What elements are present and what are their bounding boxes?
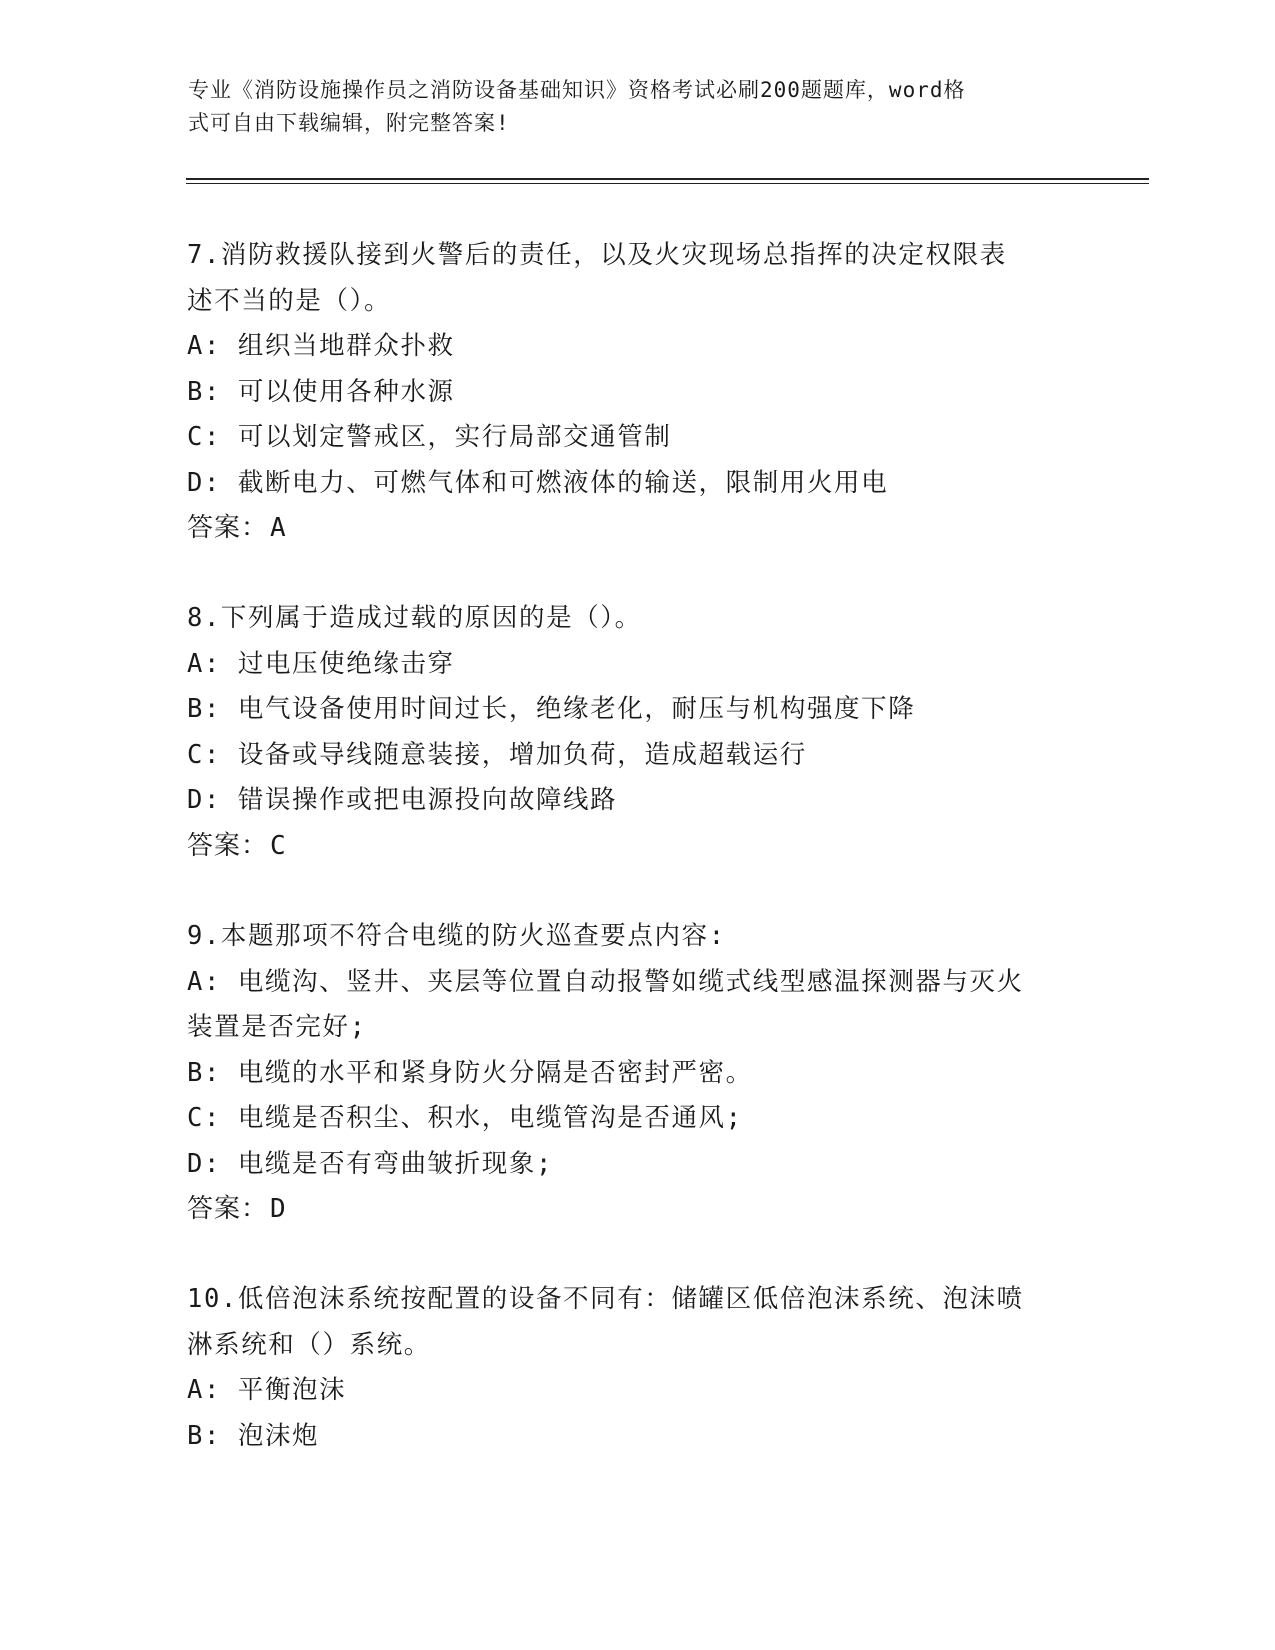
answer-line <box>187 1187 1087 1233</box>
option-b: B: 可以使用各种水源 <box>187 376 455 407</box>
header-line-1: 专业《消防设施操作员之消防设备基础知识》资格考试必刷200题题库，word格 <box>188 78 966 102</box>
option-a: A: 电缆沟、竖井、夹层等位置自动报警如缆式线型感温探测器与灭火 <box>187 966 1024 997</box>
option-c: C: 可以划定警戒区，实行局部交通管制 <box>187 422 672 452</box>
header-divider-thick <box>186 178 1149 180</box>
question-8 <box>187 596 1087 869</box>
answer-label: 答案： <box>187 830 269 861</box>
option-b: B: 电缆的水平和紧身防火分隔是否密封严密。 <box>187 1057 753 1088</box>
answer-line <box>187 824 1087 870</box>
option-c: C: 设备或导线随意装接，增加负荷，造成超载运行 <box>187 739 807 770</box>
option-a: A: 平衡泡沫 <box>187 1375 347 1405</box>
option-b: B: 电气设备使用时间过长，绝缘老化，耐压与机构强度下降 <box>187 694 916 724</box>
answer-label: 答案： <box>187 1194 269 1224</box>
question-text-line: 7.消防救援队接到火警后的责任，以及火灾现场总指挥的决定权限表 <box>187 240 1007 270</box>
question-text-line: 9.本题那项不符合电缆的防火巡查要点内容: <box>187 921 726 951</box>
question-9 <box>187 914 1087 1233</box>
question-7 <box>187 233 1087 552</box>
question-text-line: 淋系统和（）系统。 <box>187 1329 431 1360</box>
option-d: D: 错误操作或把电源投向故障线路 <box>187 785 618 815</box>
answer-value: C <box>270 830 287 861</box>
option-b: B: 泡沫炮 <box>187 1420 320 1451</box>
option-a: A: 组织当地群众扑救 <box>187 331 455 361</box>
answer-value: A <box>270 513 287 543</box>
question-text-line: 述不当的是（）。 <box>187 285 392 316</box>
header-line-2: 式可自由下载编辑，附完整答案! <box>188 111 510 135</box>
question-10 <box>187 1277 1087 1459</box>
answer-label: 答案： <box>187 513 269 543</box>
question-text-line: 8.下列属于造成过载的原因的是（）。 <box>187 603 642 633</box>
option-d: D: 电缆是否有弯曲皱折现象; <box>187 1148 553 1179</box>
question-text-line: 10.低倍泡沫系统按配置的设备不同有：储罐区低倍泡沫系统、泡沫喷 <box>187 1284 1024 1314</box>
option-a-continued: 装置是否完好; <box>187 1012 367 1042</box>
answer-line <box>187 506 1087 552</box>
option-a: A: 过电压使绝缘击穿 <box>187 648 455 679</box>
answer-value: D <box>270 1194 287 1224</box>
option-d: D: 截断电力、可燃气体和可燃液体的输送，限制用火用电 <box>187 467 889 498</box>
document-header <box>188 74 1088 140</box>
option-c: C: 电缆是否积尘、积水，电缆管沟是否通风; <box>187 1103 743 1133</box>
header-divider-thin <box>186 183 1149 184</box>
